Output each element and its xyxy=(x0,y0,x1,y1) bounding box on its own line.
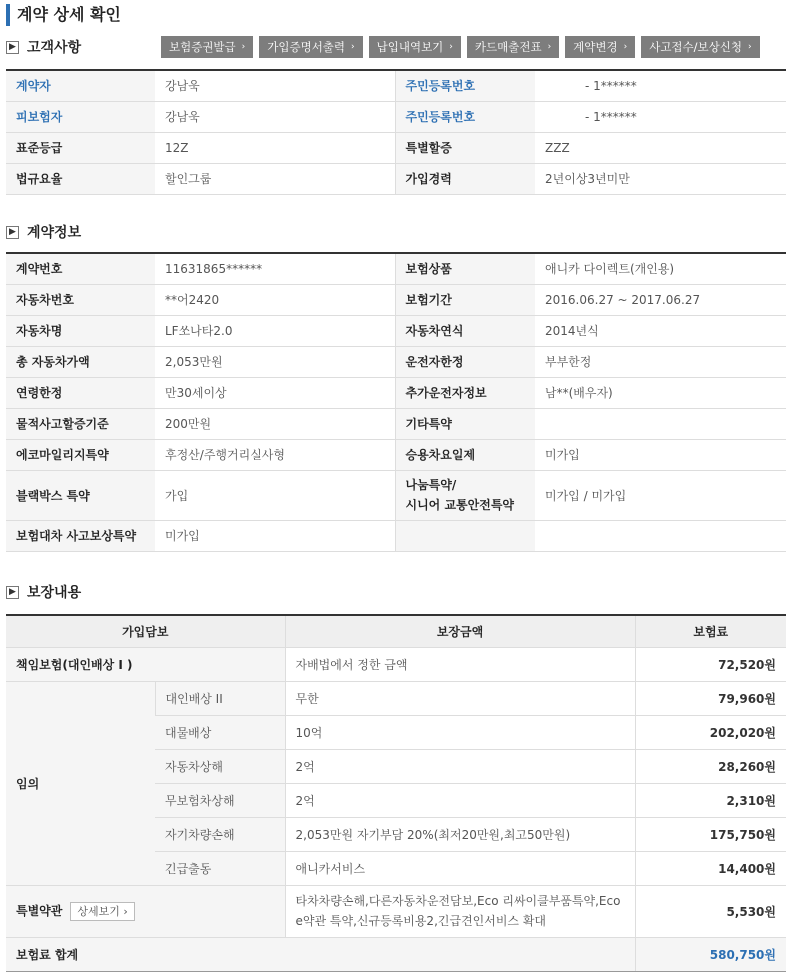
table-row xyxy=(6,163,786,194)
rental-rider-value: 미가입 xyxy=(155,520,395,551)
chevron-right-icon: › xyxy=(123,904,128,918)
weekday-rule-label: 승용차요일제 xyxy=(395,439,535,470)
car-name-label: 자동차명 xyxy=(6,315,155,346)
legal-rate-value: 할인그룹 xyxy=(155,163,395,194)
table-header-row xyxy=(6,615,786,647)
car-value-value: 2,053만원 xyxy=(155,346,395,377)
contractor-rrn-label: 주민등록번호 xyxy=(395,70,535,101)
contract-section-title: 계약정보 xyxy=(27,225,82,241)
insured-value: 강남욱 xyxy=(155,101,395,132)
table-row xyxy=(6,346,786,377)
action-button-bar xyxy=(161,36,760,58)
contractor-value: 강남욱 xyxy=(155,70,395,101)
card-receipt-button[interactable] xyxy=(467,36,559,58)
standard-grade-label: 표준등급 xyxy=(6,132,155,163)
product-value: 애니카 다이렉트(개인용) xyxy=(535,253,786,284)
detail-view-button[interactable] xyxy=(70,902,134,921)
table-row xyxy=(6,681,786,715)
print-certificate-label: 가입증명서출력 xyxy=(267,40,346,54)
table-row xyxy=(6,70,786,101)
car-name-value: LF쏘나타2.0 xyxy=(155,315,395,346)
own-damage-amount: 2,053만원 자기부담 20%(최저20만원,최고50만원) xyxy=(285,817,635,851)
chevron-right-icon: ▶ xyxy=(6,41,19,54)
page-title: 계약 상세 확인 xyxy=(6,4,121,26)
contract-number-label: 계약번호 xyxy=(6,253,155,284)
driver-limit-label: 운전자한정 xyxy=(395,346,535,377)
table-row xyxy=(6,315,786,346)
emergency-amount: 애니카서비스 xyxy=(285,851,635,885)
total-row xyxy=(6,937,786,971)
property-surcharge-value: 200만원 xyxy=(155,408,395,439)
special-surcharge-label: 특별할증 xyxy=(395,132,535,163)
bodily-injury-2-amount: 무한 xyxy=(285,681,635,715)
property-surcharge-label: 물적사고할증기준 xyxy=(6,408,155,439)
property-damage-label: 대물배상 xyxy=(155,715,285,749)
liability-label: 책임보험(대인배상 I ) xyxy=(6,647,285,681)
weekday-rule-value: 미가입 xyxy=(535,439,786,470)
payment-history-label: 납입내역보기 xyxy=(376,40,444,54)
age-limit-label: 연령한정 xyxy=(6,377,155,408)
bodily-injury-2-label: 대인배상 II xyxy=(155,681,285,715)
chevron-right-icon: › xyxy=(449,42,453,52)
special-terms-premium: 5,530원 xyxy=(635,885,786,937)
property-damage-amount: 10억 xyxy=(285,715,635,749)
change-contract-label: 계약변경 xyxy=(573,40,618,54)
eco-mileage-value: 후정산/주행거리실사형 xyxy=(155,439,395,470)
optional-group-label: 임의 xyxy=(6,681,155,885)
period-label: 보험기간 xyxy=(395,284,535,315)
car-number-value: **어2420 xyxy=(155,284,395,315)
sharing-senior-value: 미가입 / 미가입 xyxy=(535,470,786,520)
liability-premium: 72,520원 xyxy=(635,647,786,681)
uninsured-injury-label: 무보험차상해 xyxy=(155,783,285,817)
chevron-right-icon: ▶ xyxy=(6,586,19,599)
self-injury-label: 자동차상해 xyxy=(155,749,285,783)
age-limit-value: 만30세이상 xyxy=(155,377,395,408)
claim-label: 사고접수/보상신청 xyxy=(649,40,742,54)
car-value-label: 총 자동차가액 xyxy=(6,346,155,377)
eco-mileage-label: 에코마일리지특약 xyxy=(6,439,155,470)
detail-view-label: 상세보기 xyxy=(77,904,120,918)
table-row xyxy=(6,377,786,408)
contract-table xyxy=(6,252,786,552)
standard-grade-value: 12Z xyxy=(155,132,395,163)
chevron-right-icon: › xyxy=(351,42,355,52)
self-injury-amount: 2억 xyxy=(285,749,635,783)
product-label: 보험상품 xyxy=(395,253,535,284)
chevron-right-icon: › xyxy=(623,42,628,52)
emergency-label: 긴급출동 xyxy=(155,851,285,885)
driver-limit-value: 부부한정 xyxy=(535,346,786,377)
senior-label: 시니어 교통안전특약 xyxy=(405,498,515,512)
legal-rate-label: 법규요율 xyxy=(6,163,155,194)
claim-button[interactable] xyxy=(641,36,759,58)
rental-rider-label: 보험대차 사고보상특약 xyxy=(6,520,155,551)
total-label: 보험료 합계 xyxy=(6,937,635,971)
special-surcharge-value: ZZZ xyxy=(535,132,786,163)
enroll-career-label: 가입경력 xyxy=(395,163,535,194)
customer-section-header xyxy=(6,37,81,57)
table-row xyxy=(6,253,786,284)
enroll-career-value: 2년이상3년미만 xyxy=(535,163,786,194)
payment-history-button[interactable] xyxy=(369,36,461,58)
extra-driver-value: 남**(배우자) xyxy=(535,377,786,408)
table-row xyxy=(6,647,786,681)
customer-section-title: 고객사항 xyxy=(27,40,82,56)
blackbox-label: 블랙박스 특약 xyxy=(6,470,155,520)
self-injury-premium: 28,260원 xyxy=(635,749,786,783)
car-year-value: 2014년식 xyxy=(535,315,786,346)
table-row xyxy=(6,101,786,132)
special-terms-line-2: e약관 특약,신규등록비용2,긴급견인서비스 확대 xyxy=(295,914,547,928)
empty-label xyxy=(395,520,535,551)
table-row xyxy=(6,284,786,315)
special-terms-amount xyxy=(285,885,635,937)
chevron-right-icon: › xyxy=(241,42,246,52)
special-terms-cell xyxy=(6,885,285,937)
customer-table xyxy=(6,69,786,195)
uninsured-injury-premium: 2,310원 xyxy=(635,783,786,817)
issue-policy-label: 보험증권발급 xyxy=(169,40,236,54)
insured-rrn-label: 주민등록번호 xyxy=(395,101,535,132)
blackbox-value: 가입 xyxy=(155,470,395,520)
contractor-rrn-value: - 1****** xyxy=(535,70,786,101)
uninsured-injury-amount: 2억 xyxy=(285,783,635,817)
car-year-label: 자동차연식 xyxy=(395,315,535,346)
coverage-header: 가입담보 xyxy=(6,615,285,647)
sharing-senior-label xyxy=(395,470,535,520)
chevron-right-icon: › xyxy=(747,42,752,52)
other-rider-value xyxy=(535,408,786,439)
car-number-label: 자동차번호 xyxy=(6,284,155,315)
liability-amount: 자배법에서 정한 금액 xyxy=(285,647,635,681)
chevron-right-icon: ▶ xyxy=(6,226,19,239)
emergency-premium: 14,400원 xyxy=(635,851,786,885)
period-value: 2016.06.27 ~ 2017.06.27 xyxy=(535,284,786,315)
own-damage-label: 자기차량손해 xyxy=(155,817,285,851)
insured-rrn-value: - 1****** xyxy=(535,101,786,132)
contract-number-value: 11631865****** xyxy=(155,253,395,284)
own-damage-premium: 175,750원 xyxy=(635,817,786,851)
property-damage-premium: 202,020원 xyxy=(635,715,786,749)
coverage-table xyxy=(6,614,786,972)
table-row xyxy=(6,520,786,551)
print-certificate-button[interactable] xyxy=(259,36,362,58)
special-terms-label: 특별약관 xyxy=(16,903,63,918)
table-row xyxy=(6,439,786,470)
sharing-label: 나눔특약/ xyxy=(405,478,457,492)
other-rider-label: 기타특약 xyxy=(395,408,535,439)
amount-header: 보장금액 xyxy=(285,615,635,647)
special-terms-line-1: 타차차량손해,다른자동차운전담보,Eco 리싸이클부품특약,Eco xyxy=(295,894,621,908)
contract-section-header xyxy=(6,222,81,242)
coverage-section-header xyxy=(6,582,81,602)
bodily-injury-2-premium: 79,960원 xyxy=(635,681,786,715)
extra-driver-label: 추가운전자정보 xyxy=(395,377,535,408)
table-row xyxy=(6,885,786,937)
coverage-section-title: 보장내용 xyxy=(27,585,82,601)
card-receipt-label: 카드매출전표 xyxy=(474,40,542,54)
total-value: 580,750원 xyxy=(635,937,786,971)
contractor-label: 계약자 xyxy=(6,70,155,101)
table-row xyxy=(6,132,786,163)
insured-label: 피보험자 xyxy=(6,101,155,132)
chevron-right-icon: › xyxy=(547,42,552,52)
table-row xyxy=(6,408,786,439)
change-contract-button[interactable] xyxy=(565,36,635,58)
premium-header: 보험료 xyxy=(635,615,786,647)
issue-policy-button[interactable] xyxy=(161,36,253,58)
table-row xyxy=(6,470,786,520)
empty-value xyxy=(535,520,786,551)
